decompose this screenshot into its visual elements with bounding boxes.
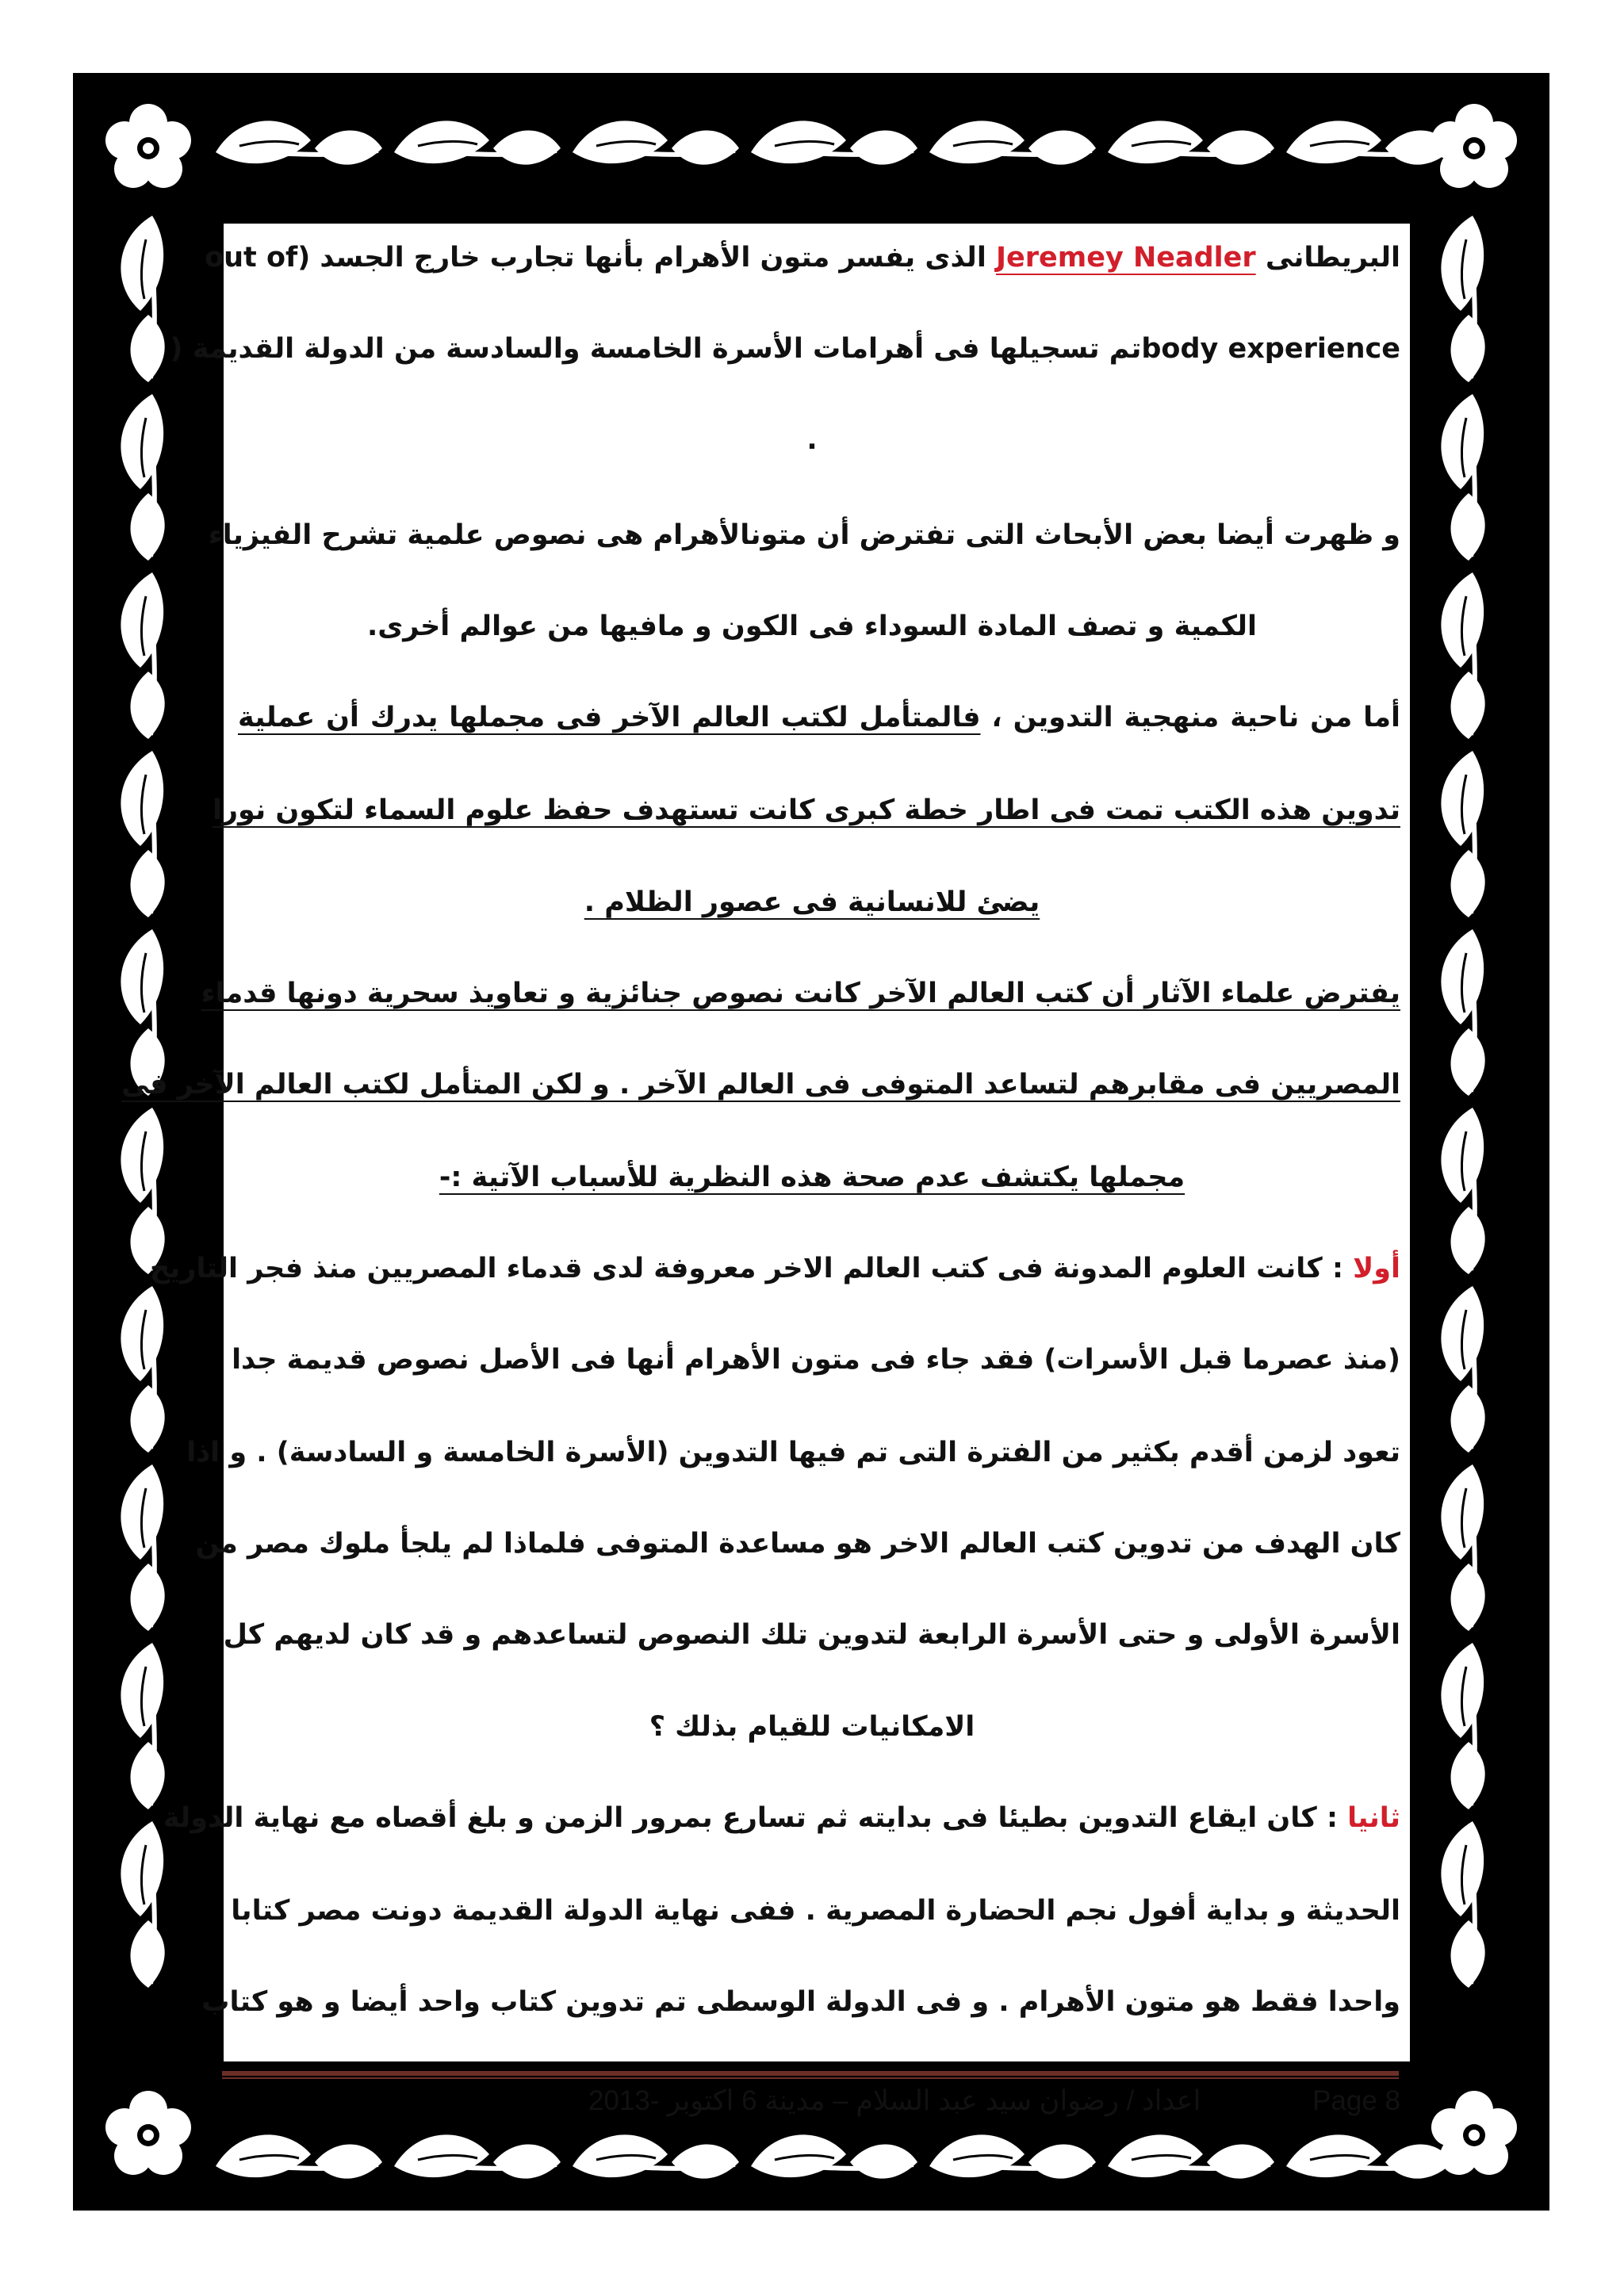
text-line: المصريين فى مقابرهم لتساعد المتوفى فى العالم الآخر . و لكن المتأمل لكتب العالم الآخر فى xyxy=(121,1069,1400,1101)
text-line: الامكانيات للقيام بذلك ؟ xyxy=(649,1711,975,1743)
text-line: مجملها يكتشف عدم صحة هذه النظرية للأسباب الآتية :- xyxy=(439,1162,1185,1193)
text-line: تدوين هذه الكتب تمت فى اطار خطة كبرى كانت تستهدف حفظ علوم السماء لتكون نورا xyxy=(212,794,1400,826)
footer-divider xyxy=(222,2071,1399,2081)
page-body xyxy=(121,224,1410,2061)
text-line: . xyxy=(806,424,818,456)
second-label: ثانيا xyxy=(1347,1802,1400,1834)
text-line: (منذ عصرما قبل الأسرات) فقد جاء فى متون الأهرام أنها فى الأصل نصوص قديمة جدا xyxy=(232,1344,1400,1376)
text-line: الحديثة و بداية أفول نجم الحضارة المصرية . ففى نهاية الدولة القديمة دونت مصر كتابا xyxy=(231,1895,1400,1927)
text-line: body experienceتم تسجيلها فى أهرامات الأسرة الخامسة والسادسة من الدولة القديمة ( xyxy=(170,333,1400,365)
text-line: ثانيا : كان ايقاع التدوين بطيئا فى بدايته ثم تسارع بمرور الزمن و بلغ أقصاه مع نهاية الدولة xyxy=(163,1802,1400,1834)
page-number: Page 8 xyxy=(1312,2085,1400,2116)
text-line: البريطانى Jeremey Neadler الذى يفسر متون الأهرام بأنها تجارب خارج الجسد (out of xyxy=(205,242,1400,274)
first-label: أولا xyxy=(1353,1253,1400,1284)
text-line: الأسرة الأولى و حتى الأسرة الرابعة لتدوين تلك النصوص لتساعدهم و قد كان لديهم كل xyxy=(223,1619,1400,1651)
text-line: الكمية و تصف المادة السوداء فى الكون و مافيها من عوالم أخرى. xyxy=(366,611,1258,642)
text-line: واحدا فقط هو متون الأهرام . و فى الدولة الوسطى تم تدوين كتاب واحد أيضا و هو كتاب xyxy=(201,1986,1400,2018)
footer-credit: اعداد / رضوان سيد عبد السلام – مدينة 6 اكتوبر -2013 xyxy=(588,2085,1201,2116)
text-line: تعود لزمن أقدم بكثير من الفترة التى تم فيها التدوين (الأسرة الخامسة و السادسة) . و اذا xyxy=(186,1437,1400,1468)
text-line: يضئ للانسانية فى عصور الظلام . xyxy=(584,886,1040,918)
text-line: و ظهرت أيضا بعض الأبحاث التى تفترض أن متونالأهرام هى نصوص علمية تشرح الفيزياء xyxy=(208,519,1400,551)
author-name: Jeremey Neadler xyxy=(996,242,1256,274)
text-line: أما من ناحية منهجية التدوين ، فالمتأمل لكتب العالم الآخر فى مجملها يدرك أن عملية xyxy=(238,702,1400,733)
text-line: أولا : كانت العلوم المدونة فى كتب العالم الاخر معروفة لدى قدماء المصريين منذ فجر التاريخ xyxy=(149,1253,1400,1284)
text-line: كان الهدف من تدوين كتب العالم الاخر هو مساعدة المتوفى فلماذا لم يلجأ ملوك مصر من xyxy=(195,1528,1400,1560)
text-line: يفترض علماء الآثار أن كتب العالم الآخر كانت نصوص جنائزية و تعاويذ سحرية دونها قدماء xyxy=(201,978,1400,1009)
